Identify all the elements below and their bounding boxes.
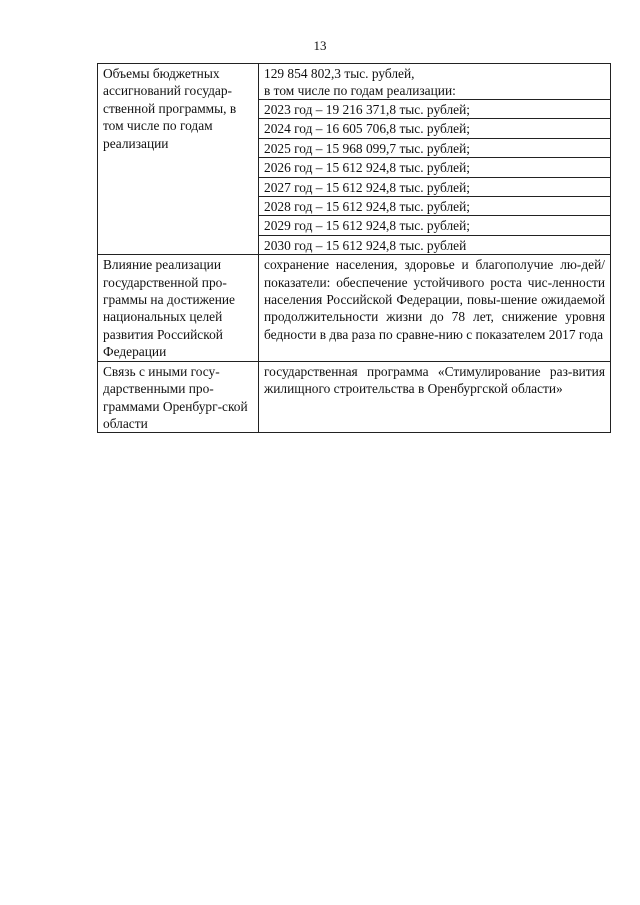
budget-label-cell	[98, 64, 259, 255]
budget-label: Объемы бюджетных ассигнований государ-ственной программы, в том числе по годам реализации	[103, 66, 237, 151]
budget-row	[98, 64, 611, 100]
budget-total: 129 854 802,3 тыс. рублей,	[264, 66, 415, 81]
budget-year-2027: 2027 год – 15 612 924,8 тыс. рублей;	[259, 177, 611, 196]
links-label: Связь с иными госу-дарственными про-граммами Оренбург-ской области	[103, 363, 248, 431]
budget-total-subtitle: в том числе по годам реализации:	[264, 83, 456, 98]
budget-year-2030: 2030 год – 15 612 924,8 тыс. рублей	[259, 235, 611, 254]
budget-total-cell	[259, 64, 611, 100]
links-label-cell	[98, 361, 259, 433]
budget-year-2029: 2029 год – 15 612 924,8 тыс. рублей;	[259, 216, 611, 235]
budget-year-2025: 2025 год – 15 968 099,7 тыс. рублей;	[259, 138, 611, 157]
budget-year-2028: 2028 год – 15 612 924,8 тыс. рублей;	[259, 197, 611, 216]
links-text: государственная программа «Стимулирование раз-вития жилищного строительства в Оренбургской области»	[264, 363, 605, 397]
influence-text: сохранение населения, здоровье и благополучие лю-дей/показатели: обеспечение устойчивого роста чис-ленности населения Российской Федерации, повы-шение ожидаемой продолжительности жизни до 78 лет, снижение уровня бедности в два раза по сравне-нию с показателем 2017 года	[264, 257, 605, 342]
influence-row	[98, 255, 611, 361]
influence-text-cell	[259, 255, 611, 361]
budget-year-2024: 2024 год – 16 605 706,8 тыс. рублей;	[259, 119, 611, 138]
influence-label: Влияние реализации государственной про-граммы на достижение национальных целей развития Российской Федерации	[103, 257, 235, 360]
page-number: 13	[313, 38, 327, 53]
budget-year-2023: 2023 год – 19 216 371,8 тыс. рублей;	[259, 100, 611, 119]
budget-year-2026: 2026 год – 15 612 924,8 тыс. рублей;	[259, 158, 611, 177]
influence-label-cell	[98, 255, 259, 361]
links-text-cell	[259, 361, 611, 433]
links-row	[98, 361, 611, 433]
program-passport-table	[97, 63, 611, 433]
